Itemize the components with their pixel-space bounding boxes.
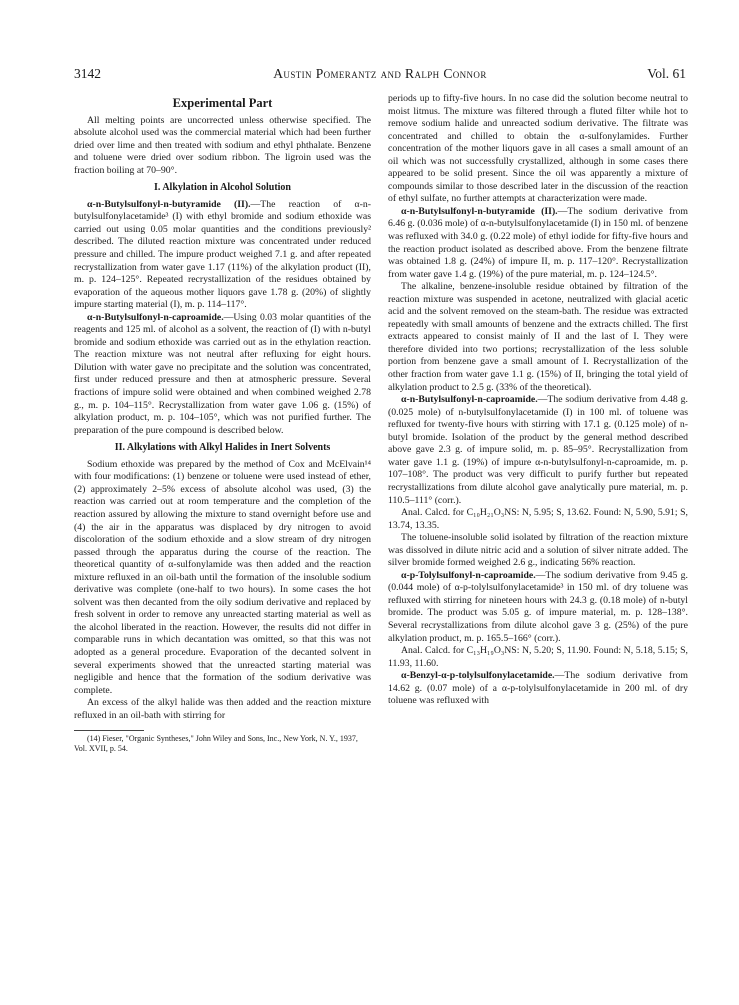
paragraph-text: —The reaction of α-n-butylsulfonylacetamide³ (I) with ethyl bromide and sodium ethoxide was carried out using 0.05 molar quantities and the conditions previously² described. The diluted reaction mixture was concentrated under reduced pressure and chilled. The impure product weighed 7.1 g. and after repeated recrystallization from water gave 1.17 (11%) of the alkylation product (II), m. p. 124–125°. Repeated recrystallization of the residues obtained by evaporation of the aqueous mother liquors gave 1.78 g. (20%) of slightly impure starting material (I), m. p. 114–117°. [74,198,372,311]
paragraph [388,394,688,507]
running-header [74,66,686,82]
paragraph-text: —The sodium derivative from 6.46 g. (0.036 mole) of α-n-butylsulfonylacetamide (I) in 150 ml. of benzene was refluxed with 34.0 g. (0.22 mole) of ethyl iodide for fifty-five hours and the reaction product isolated as described above. From the benzene filtrate was obtained 1.8 g. (24%) of impure II, m. p. 117–120°. Recrystallization from water gave 1.4 g. (19%) of the pure material, m. p. 124–124.5°. [388,205,688,280]
section-title: Experimental Part [172,96,273,110]
paragraph [388,570,688,645]
compound-heading: α-n-Butylsulfonyl-n-caproamide. [401,394,538,406]
paragraph [388,670,688,708]
compound-heading: α-Benzyl-α-p-tolylsulfonylacetamide. [401,670,555,682]
compound-heading: α-n-Butylsulfonyl-n-caproamide. [87,311,224,323]
paragraph [74,312,371,437]
compound-heading: α-n-Butylsulfonyl-n-butyramide (II). [401,205,558,217]
paragraph-text: —The sodium derivative from 4.48 g. (0.025 mole) of n-butylsulfonylacetamide (I) in 100 ml. of toluene was refluxed for twenty-five hours with stirring with 17.1 g. (0.125 mole) of n-butyl bromide. Isolation of the product by the general method described above gave 2.3 g. of impure solid, m. p. 85–95°. Recrystallization from water gave 1.1 g. (19%) of impure α-n-butylsulfonyl-n-caproamide, m. p. 107–108°. The product was very difficult to purify further but repeated recrystallizations from dilute alcohol gave analytically pure material, m. p. 110.5–111° (corr.). [388,394,688,506]
analysis-line: Anal. Calcd. for C₁₀H₂₁O₃NS: N, 5.95; S, 13.62. Found: N, 5.90, 5.91; S, 13.74, 13.35. [388,507,688,531]
section-heading: I. Alkylation in Alcohol Solution [154,182,291,194]
paragraph: The alkaline, benzene-insoluble residue obtained by filtration of the reaction mixture was suspended in acetone, neutralized with glacial acetic acid and the solvent removed on the steam-bath. The residue was extracted repeatedly with small amounts of benzene and the extracts chilled. The first extracts appeared to consist mainly of II and the last of I. They were therefore divided into two portions; recrystallization of the less soluble portion from benzene gave a small amount of I. Recrystallization of the other fraction from water gave 1.1 g. (15%) of II, bringing the total yield of alkylation product to 2.5 g. (33% of the theoretical). [388,281,688,393]
right-column [388,93,688,708]
running-head-authors: Austin Pomerantz and Ralph Connor [273,66,487,81]
paragraph: Sodium ethoxide was prepared by the method of Cox and McElvain¹⁴ with four modifications: (1) benzene or toluene were used instead of ether, (2) approximately 2–5% excess of absolute alcohol was used, (3) the reaction was carried out at room temperature and the completion of the reaction assured by allowing the mixture to stand overnight before use and (4) the air in the apparatus was displaced by dry nitrogen to avoid discoloration of the sodium ethoxide and a slow stream of dry nitrogen passed through the apparatus during the course of the reaction. The theoretical quantity of α-sulfonylamide was then added and the reaction mixture refluxed in an oil-bath until the formation of the insoluble sodium derivative was complete (one-half to two hours). In some cases the hot solvent was then decanted from the oily sodium derivative and replaced by fresh solvent in order to remove any unreacted starting material as well as the alcohol liberated in the reaction. However, the results did not differ in comparable runs in which decantation was omitted, so that this was not adopted as a general procedure. Evaporation of the decanted solvent in several experiments showed that the unreacted starting material was negligible and hence that the formation of the sodium derivative was complete. [74,458,371,696]
paragraph: All melting points are uncorrected unless otherwise specified. The absolute alcohol used was the commercial material which had been further dried over lime and then treated with sodium and ethyl phthalate. Benzene and toluene were dried over sodium ribbon. The ligroin used was the fraction boiling at 70–90°. [74,114,371,176]
footnote: (14) Fieser, "Organic Syntheses," John Wiley and Sons, Inc., New York, N. Y., 1937, Vol. XVII, p. 54. [74,734,358,754]
footnote-divider [74,730,144,731]
compound-heading: α-n-Butylsulfonyl-n-butyramide (II). [87,198,251,210]
paragraph [74,199,371,312]
paragraph-text: —Using 0.03 molar quantities of the reagents and 125 ml. of alcohol as a solvent, the reaction of (I) with n-butyl bromide and sodium ethoxide was carried out as in the ethylation reaction. The reaction mixture was not neutral after refluxing for eight hours. Dilution with water gave no precipitate and the solution was concentrated, first under reduced pressure and then at atmospheric pressure. Several fractions of impure solid were obtained and when combined weighed 2.78 g., m. p. 104–115°. Recrystallization from water gave 1.06 g. (15%) of alkylation product, m. p. 104–105°, which was not purified further. The preparation of the pure compound is described below. [74,311,371,436]
compound-heading: α-p-Tolylsulfonyl-n-caproamide. [401,569,536,581]
paragraph: An excess of the alkyl halide was then added and the reaction mixture refluxed in an oil-bath with stirring for [74,697,371,721]
section-heading: II. Alkylations with Alkyl Halides in Inert Solvents [114,442,331,454]
paragraph-text: —The sodium derivative from 9.45 g. (0.044 mole) of α-p-tolylsulfonylacetamide³ in 150 ml. of dry toluene was refluxed with stirring for nineteen hours with 24.3 g. (0.18 mole) of n-butyl bromide. The product was 5.05 g. of impure material, m. p. 128–138°. Several recrystallizations from dilute alcohol gave 3 g. (25%) of the pure alkylation product, m. p. 165.5–166° (corr.). [388,569,688,644]
left-column [74,93,371,754]
paragraph: The toluene-insoluble solid isolated by filtration of the reaction mixture was dissolved in dilute nitric acid and a solution of silver nitrate added. The silver bromide formed weighed 2.6 g., indicating 56% reaction. [388,532,688,569]
page-number: 3142 [74,66,101,81]
analysis-line: Anal. Calcd. for C₁₃H₁₉O₃NS: N, 5.20; S, 11.90. Found: N, 5.18, 5.15; S, 11.93, 11.60. [388,645,688,669]
paragraph [388,206,688,281]
volume-number: Vol. 61 [647,66,686,81]
paragraph-text: —The sodium derivative from 14.62 g. (0.07 mole) of a α-p-tolylsulfonylacetamide in 200 ml. of dry toluene was refluxed with [388,670,688,707]
paragraph: periods up to fifty-five hours. In no case did the solution become neutral to moist litmus. The mixture was filtered through a fluted filter while hot to remove sodium halide and unreacted sodium derivative. The filtrate was concentrated and chilled to obtain the α-sulfonylamides. Further concentration of the mother liquors gave in all cases a small amount of an oil which was not successfully crystallized, although in some cases there appeared to be solid present. Since the oil was apparently a mixture of compounds similar to those described later in the discussion of the reaction of ethyl sulfate, no further attempts at characterization were made. [388,93,688,205]
